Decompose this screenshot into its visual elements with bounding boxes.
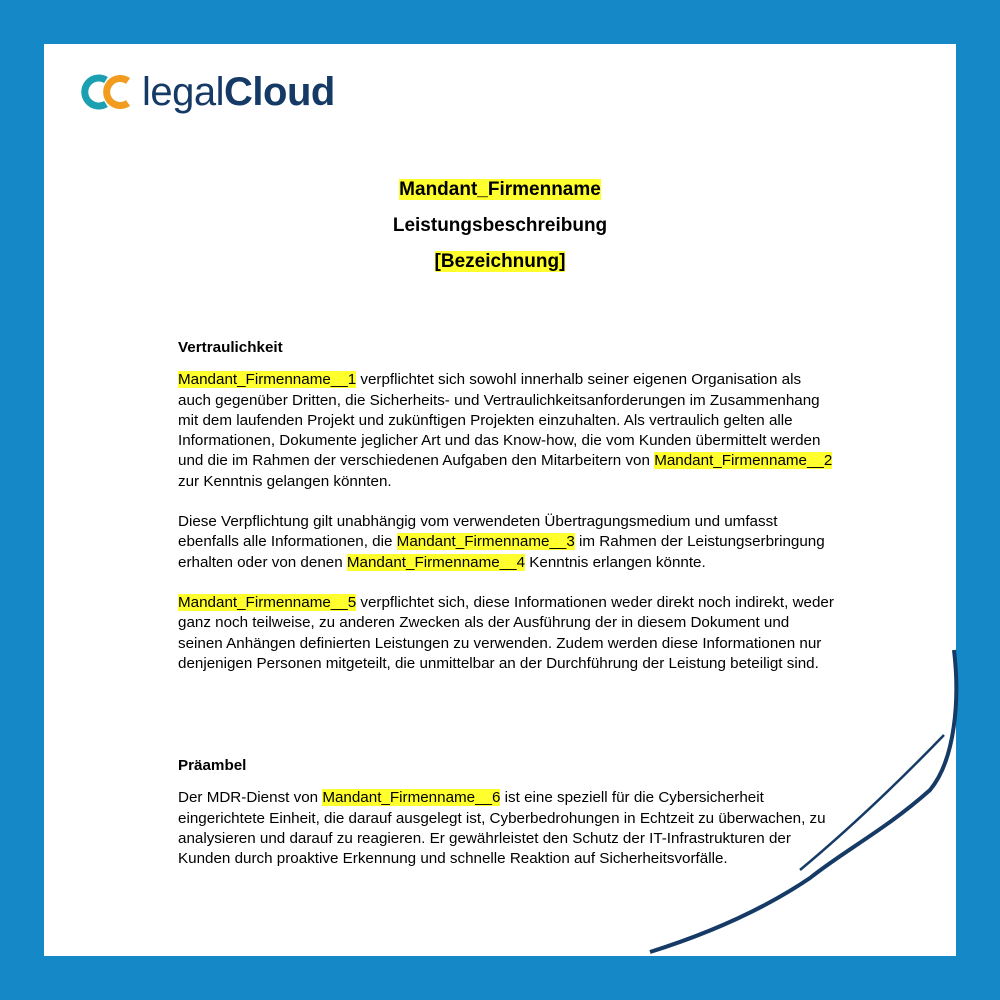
- paragraph-text: Diese Verpflichtung gilt unabhängig vom verwendeten Übertragungsmedium und umfasst ebenfalls alle Informationen, die: [178, 513, 778, 551]
- paragraph-text: verpflichtet sich sowohl innerhalb seiner eigenen Organisation als auch gegenüber Dritten, die Sicherheits- und Vertraulichkeitsanforderungen im Zusammenhang mit dem laufenden Projekt und zukünftigen Projekten einzuhalten. Als vertraulich gelten alle Informationen, Dokumente jeglicher Art und das Know-how, die vom Kunden übermittelt werden und die im Rahmen der verschiedenen Aufgaben den Mitarbeitern von: [178, 371, 821, 470]
- paragraph: [178, 512, 838, 573]
- paragraph: [178, 593, 838, 674]
- paragraph-text: zur Kenntnis gelangen könnten.: [178, 472, 392, 490]
- paragraph-text: im Rahmen der Leistungserbringung erhalten oder von denen: [178, 533, 825, 571]
- section-heading-vertraulichkeit: Vertraulichkeit: [178, 339, 283, 356]
- paragraph: [178, 788, 838, 869]
- placeholder-highlight: Mandant_Firmenname__2: [654, 452, 833, 470]
- paragraph-text: Kenntnis erlangen könnte.: [525, 553, 706, 571]
- logo-word-legal: legal: [142, 70, 225, 114]
- paragraph-text: verpflichtet sich, diese Informationen weder direkt noch indirekt, weder ganz noch teilweise, zu anderen Zwecken als der Ausführung der in diesem Dokument und seinen Anhängen definierten Leistungen zu verwenden. Zudem werden diese Informationen nur denjenigen Personen mitgeteilt, die unmittelbar an der Durchführung der Leistung beteiligt sind.: [178, 593, 834, 672]
- title-document-type: Leistungsbeschreibung: [392, 215, 608, 236]
- document-title: [44, 172, 956, 280]
- placeholder-highlight: Mandant_Firmenname__4: [346, 553, 526, 571]
- spacer: [178, 694, 838, 756]
- document-body: [178, 338, 838, 890]
- oc-logo-mark-icon: [76, 72, 134, 112]
- logo-word-cloud: Cloud: [224, 70, 335, 114]
- legalcloud-logo: [76, 70, 335, 114]
- document-page: [44, 44, 956, 956]
- paragraph: [178, 370, 838, 492]
- logo-wordmark: [142, 70, 335, 114]
- placeholder-highlight: Mandant_Firmenname__1: [178, 371, 357, 389]
- section-heading-praeambel: Präambel: [178, 757, 247, 775]
- placeholder-highlight: Mandant_Firmenname__6: [322, 789, 501, 807]
- title-designation-placeholder: [Bezeichnung]: [434, 251, 566, 272]
- placeholder-highlight: Mandant_Firmenname__5: [178, 593, 357, 611]
- title-company-placeholder: Mandant_Firmenname: [399, 179, 601, 200]
- paragraph-text: Der MDR-Dienst von: [178, 789, 323, 807]
- placeholder-highlight: Mandant_Firmenname__3: [396, 533, 575, 551]
- paragraph-text: ist eine speziell für die Cybersicherheit eingerichtete Einheit, die darauf ausgelegt ist, Cyberbedrohungen in Echtzeit zu überwachen, zu analysieren und darauf zu reagieren. Er gewährleistet den Schutz der IT-Infrastrukturen der Kunden durch proaktive Erkennung und schnelle Reaktion auf Sicherheitsvorfälle.: [178, 789, 826, 868]
